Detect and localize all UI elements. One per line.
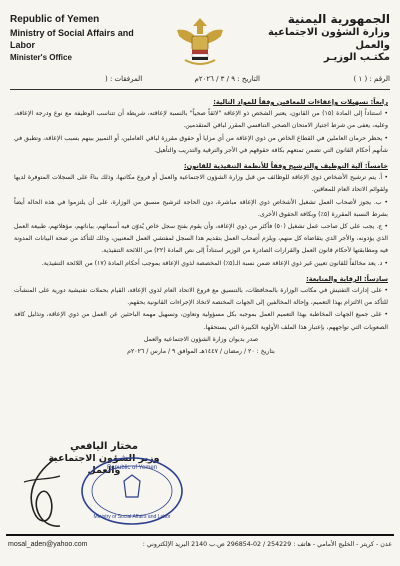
section-5-paragraph-3: • ج. يجب على كل صاحب عمل تشغيل (٥٠) فأكثر من ذوي الإعاقة، وأن يقوم بفتح سجل خاص يُدوّن فيه أسمائهم، بياناتهم، مؤهلاتهم، طبيعة العمل الذي يؤدونه، والأجر الذي يتقاضاه كل منهم، ويلزم أصحاب العمل بتقديم هذا السجل لمفتشي العمل المعنيين، وذلك للتأكد من صحة البيانات المدونة فيه ومطابقتها لأحكام قانون العمل والقرارات الصادرة من الوزير استناداً إلى نص المادة (٢٢) من اللائحة التنفيذية. [14, 223, 388, 255]
footer-email[interactable]: mosal_aden@yahoo.com [8, 541, 88, 548]
section-5-paragraph-4: • د. يعد مخالفاً للقانون تعيين غير ذوي الإعاقة ضمن نسبة الـ(٥٪) المخصصة لذوي الإعاقة بموجب أحكام المادة (١٧) من اللائحة التنفيذية. [41, 259, 388, 267]
section-4-paragraph-1: • استناداً إلى المادة (١٥) من القانون، يعتبر الشخص ذو الإعاقة "لائقاً صحياً" بالنسبة لإعاقته، شريطة أن تتناسب الوظيفة مع نوع ودرجة الإعاقة، وعليه، يعفى من شرط اجتياز الامتحان الصحي التنافسي المقرر لباقي المتقدمين. [14, 110, 388, 130]
section-5-title: خامساً: آلية التوظيف والترشيح وفقاً للأنظمة التنفيذية للقانون: [183, 162, 388, 171]
header-arabic [240, 12, 390, 65]
footer-address: عدن - كريتر - الخليج الأمامي - هاتف : 254229 / 02-296854 ص.ب 2140 البريد الإلكتروني : [142, 541, 392, 548]
official-stamp-icon [78, 455, 186, 527]
header-ministry-ar: وزارة الشؤون الاجتماعية والعمل [267, 27, 390, 51]
section-6-paragraph-1: • على إدارات التفتيش في مكاتب الوزارة بالمحافظات، بالتنسيق مع فروع الاتحاد العام لذوي الإعاقة، القيام بحملات تفتيشية دورية على المنشآت للتأكد من الالتزام بهذا التعميم، وإحالة المخالفين إلى الجهات المختصة لاتخاذ الإجراءات القانونية بحقهم. [14, 287, 388, 307]
eagle-emblem-icon [173, 14, 227, 68]
header-english [10, 13, 160, 64]
stamp-text-bottom: Ministry of Social Affairs and Labor [93, 514, 171, 520]
reference-value: ( ١ ) [353, 75, 368, 83]
header-divider [10, 89, 390, 90]
header-country-ar: الجمهورية اليمنية [287, 12, 390, 26]
attachments-label: المرفقات : ( [105, 75, 143, 83]
header-office-ar: مكتـب الوزيـر [323, 52, 390, 63]
footer-divider [6, 534, 394, 536]
reference-label: الرقم : [369, 75, 390, 83]
reference-number [354, 75, 390, 83]
section-6-paragraph-2: • على جميع الجهات المخاطبة بهذا التعميم العمل بموجبه بكل مسؤولية وتعاون، وتسهيل مهمة الباحثين عن العمل من ذوي الإعاقة، وتذليل كافة الصعوبات التي تواجههم، بإعتبار هذا الملف الأولوية الكبيرة التي يستحقها. [14, 311, 388, 331]
letter-body [14, 96, 388, 358]
section-4-title: رابعاً: تسهيلات وإعفاءات للمعاقين وفقاً للمواد التالية: [213, 98, 388, 106]
header-country-en: Republic of Yemen [10, 14, 100, 25]
reference-date: التاريخ : ٩ / ٣ / ٢٠٢٦م [194, 75, 260, 83]
signatory-title: وزير الشؤون الاجتماعية والعمل [48, 453, 160, 477]
header-office-en: Minister's Office [10, 52, 72, 62]
section-4-paragraph-2: • يحظر حرمان العاملين في القطاع الخاص من ذوي الإعاقة من أي مزايا أو حقوق مقررة لباقي العاملين، أو التمييز بينهم بسبب الإعاقة، وتطبق في شأنهم أحكام القانون التي تضمن تمتعهم بكافة حقوقهم في الأجر والترقية والتدريب والتأهيل. [14, 134, 388, 154]
section-5-paragraph-2: • ب. يجوز لأصحاب العمل تشغيل الأشخاص ذوي الإعاقة مباشرة، دون الحاجة لترشيح مسبق من الوزارة، على أن يلتزموا في هذه الحالة أيضاً بشرط النسبة المقررة (٥٪) وبكافة الحقوق الأخرى. [14, 198, 388, 218]
reference-row [10, 75, 390, 87]
issue-date-line: بتاريخ : ٢٠ / رمضان / ١٤٤٧هـ الموافق ٩ / مارس / ٢٠٢٦م [127, 348, 275, 356]
section-6-title: سادساً: الرقابة والمتابعة: [306, 274, 388, 283]
stamp-text-top: Republic of Yemen [106, 465, 158, 471]
signatory-name: مختار اليافعي [70, 441, 138, 452]
issued-line: صدر بديوان وزارة الشؤون الاجتماعية والعمل [143, 335, 259, 343]
header-ministry-en: Ministry of Social Affairs and Labor [10, 27, 134, 50]
footer [8, 541, 392, 555]
section-5-paragraph-1: • أ. يتم ترشيح الأشخاص ذوي الإعاقة للوظائف من قبل وزارة الشؤون الاجتماعية والعمل أو فروع مكاتبها، وذلك بناءً على السجلات المتوفرة لديها ولقوائم الاتحاد العام للمعاقين. [14, 174, 388, 194]
handwritten-signature-icon [16, 452, 76, 532]
